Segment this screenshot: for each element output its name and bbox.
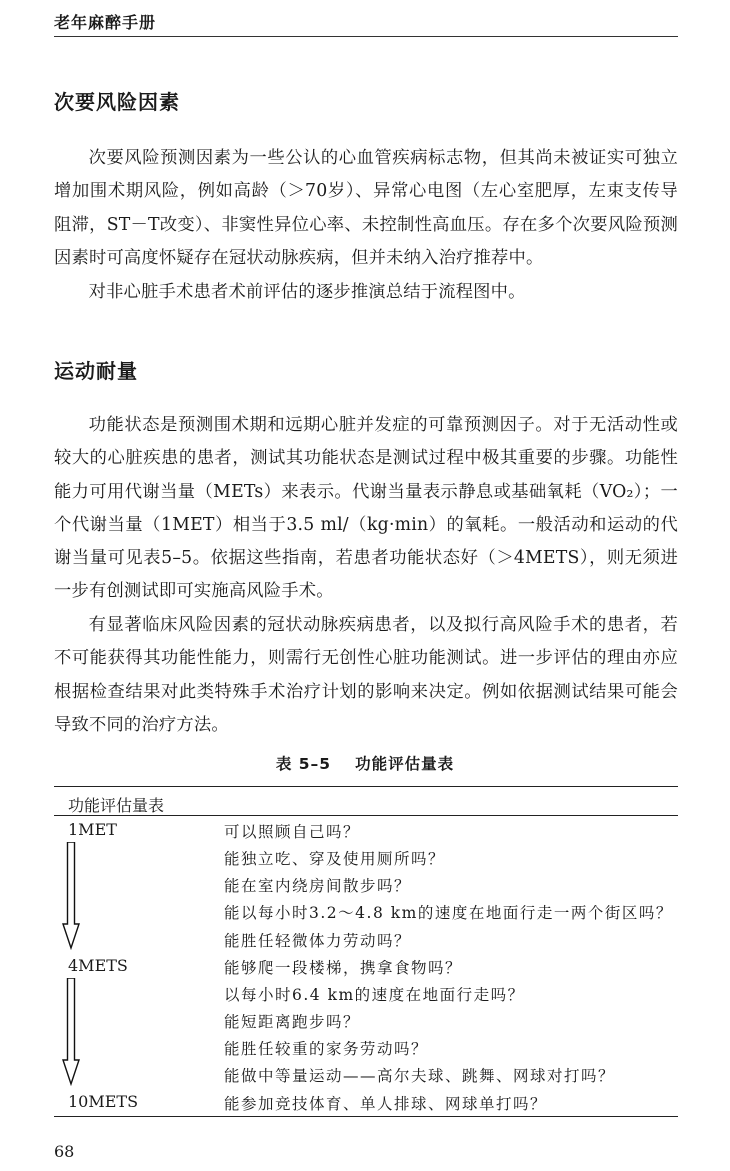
- table-column-header: 功能评估量表: [68, 796, 165, 815]
- table-row-question: 能短距离跑步吗？: [224, 1013, 361, 1031]
- table-row-question: 能胜任较重的家务劳动吗？: [224, 1040, 429, 1058]
- table-row-question: 能参加竞技体育、单人排球、网球单打吗？: [224, 1095, 548, 1113]
- table-row-question: 能够爬一段楼梯，携拿食物吗？: [224, 959, 463, 977]
- section-heading-exercise-tolerance: 运动耐量: [54, 359, 138, 383]
- header-divider: [54, 36, 678, 37]
- section-heading-minor-risk: 次要风险因素: [54, 90, 180, 114]
- table-number: 表 5–5: [275, 755, 332, 773]
- table-top-rule: [54, 786, 678, 787]
- table-row-question: 可以照顾自己吗？: [224, 823, 361, 841]
- table-row-question: 能在室内绕房间散步吗？: [224, 877, 412, 895]
- paragraph: 对非心脏手术患者术前评估的逐步推演总结于流程图中。: [88, 282, 526, 302]
- table-header-rule: [54, 815, 678, 816]
- table-row-question: 以每小时6.4 km的速度在地面行走吗？: [224, 986, 525, 1004]
- down-arrow-icon: [62, 842, 80, 950]
- down-arrow-icon: [62, 978, 80, 1086]
- table-row-question: 能以每小时3.2～4.8 km的速度在地面行走一两个街区吗？: [224, 904, 673, 922]
- table-row-question: 能做中等量运动——高尔夫球、跳舞、网球对打吗？: [224, 1067, 616, 1085]
- paragraph: 功能状态是预测围术期和远期心脏并发症的可靠预测因子。对于无活动性或较大的心脏疾患的患者，测试其功能状态是测试过程中极其重要的步骤。功能性能力可用代谢当量（METs）来表示。代谢当量表示静息或基础氧耗（VO₂）；一个代谢当量（1MET）相当于3.5 ml/（kg·min）的氧耗。一般活动和运动的代谢当量可见表5–5。依据这些指南，若患者功能状态好（＞4METS），则无须进一步有创测试即可实施高风险手术。: [54, 415, 678, 602]
- table-title: 功能评估量表: [355, 755, 455, 773]
- level-label: 4METS: [68, 956, 128, 975]
- level-label: 1MET: [68, 820, 117, 839]
- table-row-question: 能独立吃、穿及使用厕所吗？: [224, 850, 446, 868]
- running-header: 老年麻醉手册: [54, 13, 157, 32]
- level-label: 10METS: [68, 1092, 139, 1111]
- paragraph: 次要风险预测因素为一些公认的心血管疾病标志物，但其尚未被证实可独立增加围术期风险，例如高龄（＞70岁）、异常心电图（左心室肥厚，左束支传导阻滞，ST－T改变）、非窦性异位心率、未控制性高血压。存在多个次要风险预测因素时可高度怀疑存在冠状动脉疾病，但并未纳入治疗推荐中。: [54, 148, 678, 268]
- table-row-question: 能胜任轻微体力劳动吗？: [224, 932, 412, 950]
- paragraph: 有显著临床风险因素的冠状动脉疾病患者，以及拟行高风险手术的患者，若不可能获得其功能性能力，则需行无创性心脏功能测试。进一步评估的理由亦应根据检查结果对此类特殊手术治疗计划的影响来决定。例如依据测试结果可能会导致不同的治疗方法。: [54, 615, 678, 735]
- table-caption: [0, 752, 730, 774]
- table-bottom-rule: [54, 1116, 678, 1117]
- page-number: 68: [54, 1142, 75, 1161]
